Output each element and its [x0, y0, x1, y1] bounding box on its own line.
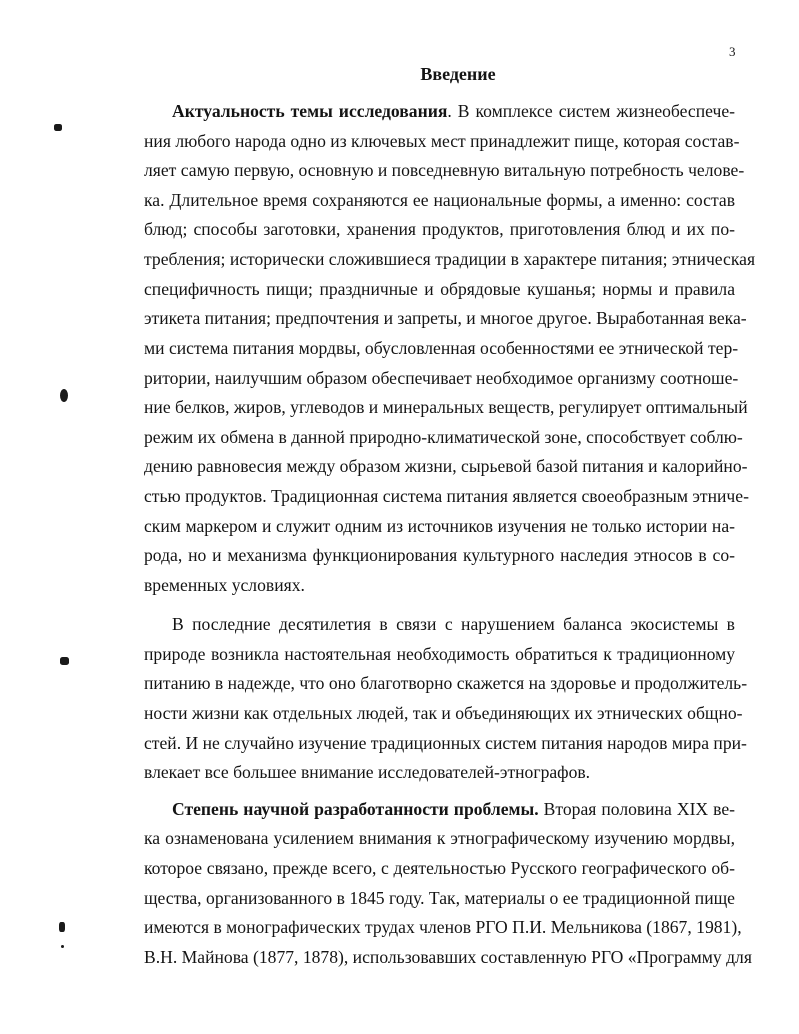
- text-line: ми система питания мордвы, обусловленная особенностями ее этнической тер-: [144, 338, 739, 358]
- section-heading: Введение: [420, 64, 496, 84]
- text-line: временных условиях.: [144, 575, 305, 595]
- text-line: которое связано, прежде всего, с деятельностью Русского географического об-: [144, 858, 735, 878]
- text-line: стью продуктов. Традиционная система питания является своеобразным этниче-: [144, 486, 749, 506]
- text-line: ния любого народа одно из ключевых мест принадлежит пище, которая состав-: [144, 131, 740, 151]
- text-line: дению равновесия между образом жизни, сырьевой базой питания и калорийно-: [144, 456, 748, 476]
- text-line: [172, 795, 735, 824]
- text-line: режим их обмена в данной природно-климатической зоне, способствует соблю-: [144, 427, 743, 447]
- text-line: стей. И не случайно изучение традиционных систем питания народов мира при-: [144, 733, 747, 753]
- scan-speck: [54, 124, 62, 131]
- page-number: 3: [729, 44, 736, 59]
- text-line: щества, организованного в 1845 году. Так, материалы о ее традиционной пище: [144, 888, 735, 908]
- text-line: ка. Длительное время сохраняются ее национальные формы, а именно: состав: [144, 190, 735, 210]
- scan-speck: [59, 922, 65, 932]
- text-line: ности жизни как отдельных людей, так и объединяющих их этнических общно-: [144, 703, 743, 723]
- text-run: . В комплексе систем жизнеобеспече-: [447, 101, 735, 121]
- text-line: рода, но и механизма функционирования культурного наследия этносов в со-: [144, 545, 735, 565]
- text-line: блюд; способы заготовки, хранения продуктов, приготовления блюд и их по-: [144, 219, 735, 239]
- scan-speck: [60, 389, 68, 402]
- text-line: ским маркером и служит одним из источников изучения не только истории на-: [144, 516, 735, 536]
- text-line: влекает все большее внимание исследователей-этнографов.: [144, 762, 591, 782]
- text-line: питанию в надежде, что оно благотворно скажется на здоровье и продолжитель-: [144, 673, 748, 693]
- bold-lead: Актуальность темы исследования: [172, 101, 448, 121]
- text-line: требления; исторически сложившиеся традиции в характере питания; этническая: [144, 249, 756, 269]
- text-line: природе возникла настоятельная необходимость обратиться к традиционному: [144, 644, 735, 664]
- bold-lead: Степень научной разработанности проблемы.: [172, 799, 539, 819]
- text-line: ляет самую первую, основную и повседневную витальную потребность челове-: [144, 160, 745, 180]
- text-run: Вторая половина XIX ве-: [538, 799, 735, 819]
- text-line: этикета питания; предпочтения и запреты, и многое другое. Выработанная века-: [144, 308, 747, 328]
- scan-speck: [61, 945, 64, 948]
- text-line: ние белков, жиров, углеводов и минеральных веществ, регулирует оптимальный: [144, 397, 748, 417]
- text-line: ка ознаменована усилением внимания к этнографическому изучению мордвы,: [144, 828, 735, 848]
- text-line: В.Н. Майнова (1877, 1878), использовавших составленную РГО «Программу для: [144, 947, 752, 967]
- text-line: имеются в монографических трудах членов РГО П.И. Мельникова (1867, 1981),: [144, 917, 742, 937]
- scan-speck: [60, 657, 69, 665]
- text-line: ритории, наилучшим образом обеспечивает необходимое организму соотноше-: [144, 368, 739, 388]
- text-line: специфичность пищи; праздничные и обрядовые кушанья; нормы и правила: [144, 279, 735, 299]
- text-line: [172, 97, 735, 126]
- text-line: В последние десятилетия в связи с нарушением баланса экосистемы в: [172, 614, 735, 634]
